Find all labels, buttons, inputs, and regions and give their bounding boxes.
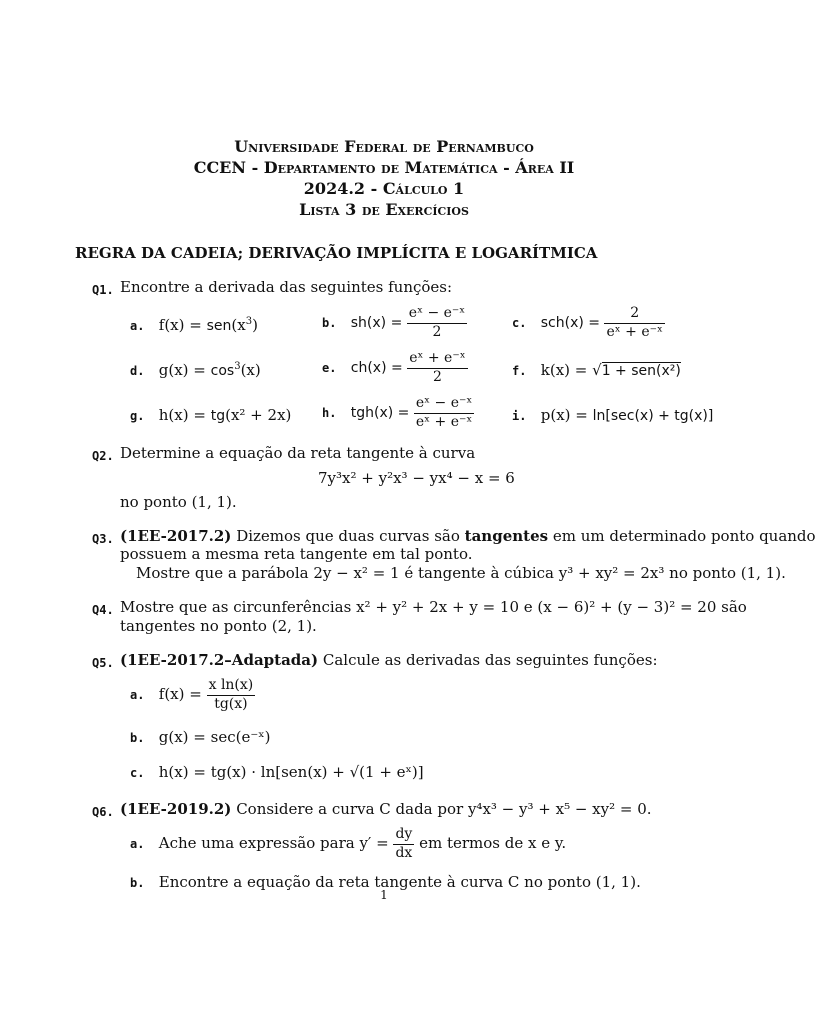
item-fn: tg <box>210 408 226 424</box>
item-label: g. <box>130 409 145 423</box>
question-3-line2: possuem a mesma reta tangente em tal ponto. <box>120 545 473 563</box>
item-close: ) <box>252 316 258 334</box>
question-tag: (1EE-2019.2) <box>120 800 232 818</box>
item-lhs: f(x) = <box>158 316 207 334</box>
q1-item-g <box>130 406 291 426</box>
q5-item-a <box>130 677 255 713</box>
question-3-line3: Mostre que a parábola 2y − x² = 1 é tangente à cúbica y³ + xy² = 2x³ no ponto (1, 1). <box>136 564 786 582</box>
q1-item-c <box>512 305 665 341</box>
question-number: Q4. <box>92 603 114 617</box>
question-5 <box>92 653 118 672</box>
fraction-denominator: 2 <box>432 368 442 385</box>
item-rest: (x² + 2x) <box>225 406 292 424</box>
question-4-line1: Mostre que as circunferências x² + y² + 2x + y = 10 e (x − 6)² + (y − 3)² = 20 são <box>120 598 747 616</box>
question-3-line1 <box>120 527 816 546</box>
question-number: Q2. <box>92 449 114 463</box>
fraction-numerator: eˣ − e⁻ˣ <box>414 395 474 414</box>
item-label: a. <box>130 837 145 851</box>
item-label: b. <box>322 316 337 330</box>
item-label: i. <box>512 409 527 423</box>
question-2 <box>92 446 118 465</box>
question-text: Dizemos que duas curvas são <box>231 527 465 545</box>
question-2-text: Determine a equação da reta tangente à curva <box>120 444 476 462</box>
fraction-denominator: 2 <box>432 323 442 340</box>
question-4 <box>92 600 118 619</box>
item-label: e. <box>322 361 337 375</box>
item-rest: (x) <box>240 361 261 379</box>
item-lhs: h(x) = <box>158 406 211 424</box>
list-title: Lista 3 de Exercícios <box>299 200 469 219</box>
item-lhs: sh(x) = <box>350 315 407 331</box>
q5-item-c <box>130 763 424 782</box>
fraction-numerator: x ln(x) <box>207 677 256 696</box>
item-exp: 3 <box>234 361 241 372</box>
item-lhs: k(x) = <box>540 361 593 379</box>
university-name: Universidade Federal de Pernambuco <box>234 137 534 156</box>
question-4-line2: tangentes no ponto (2, 1). <box>120 617 317 635</box>
section-title: REGRA DA CADEIA; DERIVAÇÃO IMPLÍCITA E LOGARÍTMICA <box>75 244 598 262</box>
q1-item-f <box>512 361 681 381</box>
item-label: h. <box>322 406 337 420</box>
question-tag: (1EE-2017.2–Adaptada) <box>120 651 319 669</box>
q6-item-a <box>130 826 566 862</box>
item-fraction <box>604 305 664 341</box>
course-name: 2024.2 - Cálculo 1 <box>303 179 465 198</box>
question-text: Calcule as derivadas das seguintes funções: <box>318 651 658 669</box>
question-text: Considere a curva C dada por y⁴x³ − y³ + x⁵ − xy² = 0. <box>231 800 652 818</box>
item-lhs: f(x) = <box>158 685 207 703</box>
page-number: 1 <box>380 888 388 902</box>
q1-item-b <box>322 305 467 341</box>
fraction-numerator: 2 <box>604 305 664 324</box>
q1-item-e <box>322 350 468 386</box>
item-label: b. <box>130 876 145 890</box>
fraction-denominator: tg(x) <box>214 695 248 712</box>
question-2-after: no ponto (1, 1). <box>120 493 237 511</box>
item-label: f. <box>512 364 527 378</box>
radical-sign: √ <box>592 361 602 379</box>
item-fn: cos <box>210 363 235 379</box>
question-number: Q5. <box>92 656 114 670</box>
fraction-denominator: eˣ + e⁻ˣ <box>415 413 473 430</box>
question-6-text <box>120 800 652 819</box>
item-exp: 3 <box>245 316 253 327</box>
question-number: Q3. <box>92 532 114 546</box>
item-expr: g(x) = sec(e⁻ˣ) <box>158 728 271 746</box>
question-tag: (1EE-2017.2) <box>120 527 232 545</box>
item-label: d. <box>130 364 145 378</box>
item-lhs: p(x) = <box>540 406 593 424</box>
item-radicand: 1 + sen(x²) <box>601 363 681 379</box>
question-number: Q6. <box>92 805 114 819</box>
fraction-numerator: dy <box>393 826 414 845</box>
item-fraction <box>407 305 467 341</box>
item-fraction <box>393 826 414 862</box>
item-lhs: ch(x) = <box>350 360 408 376</box>
question-3 <box>92 529 118 548</box>
question-6 <box>92 802 118 821</box>
item-text: em termos de x e y. <box>419 834 567 852</box>
item-label: b. <box>130 731 145 745</box>
question-5-text <box>120 651 658 670</box>
item-lhs: sch(x) = <box>540 315 605 331</box>
q5-item-b <box>130 728 270 747</box>
fraction-denominator: dx <box>395 844 413 861</box>
item-text: Ache uma expressão para y′ = <box>158 834 394 852</box>
item-text: Encontre a equação da reta tangente à curva C no ponto (1, 1). <box>158 873 641 891</box>
fraction-denominator: eˣ + e⁻ˣ <box>606 323 663 340</box>
item-expr: h(x) = tg(x) · ln[sen(x) + √(1 + eˣ)] <box>158 763 424 781</box>
q1-item-d <box>130 361 261 381</box>
item-fraction <box>207 677 256 713</box>
q1-item-h <box>322 395 474 431</box>
q1-item-i <box>512 406 713 426</box>
item-label: a. <box>130 688 145 702</box>
item-lhs: tgh(x) = <box>350 405 414 421</box>
item-fn: sen <box>206 318 232 334</box>
fraction-numerator: eˣ − e⁻ˣ <box>407 305 467 324</box>
question-1-text: Encontre a derivada das seguintes funções: <box>120 278 453 296</box>
q1-item-a <box>130 316 258 336</box>
document-header <box>0 136 768 220</box>
fraction-numerator: eˣ + e⁻ˣ <box>407 350 467 369</box>
item-label: c. <box>512 316 527 330</box>
item-expr: ln[sec(x) + tg(x)] <box>592 408 714 424</box>
question-text: em um determinado ponto quando <box>548 527 816 545</box>
item-label: c. <box>130 766 145 780</box>
item-label: a. <box>130 319 145 333</box>
item-fraction <box>407 350 467 386</box>
question-number: Q1. <box>92 283 114 297</box>
question-bold-term: tangentes <box>464 527 549 545</box>
item-lhs: g(x) = <box>158 361 211 379</box>
item-rest: (x <box>231 316 246 334</box>
question-2-equation: 7y³x² + y²x³ − yx⁴ − x = 6 <box>318 469 515 487</box>
question-1 <box>92 280 118 299</box>
item-fraction <box>414 395 474 431</box>
department-name: CCEN - Departamento de Matemática - Área II <box>193 158 575 177</box>
